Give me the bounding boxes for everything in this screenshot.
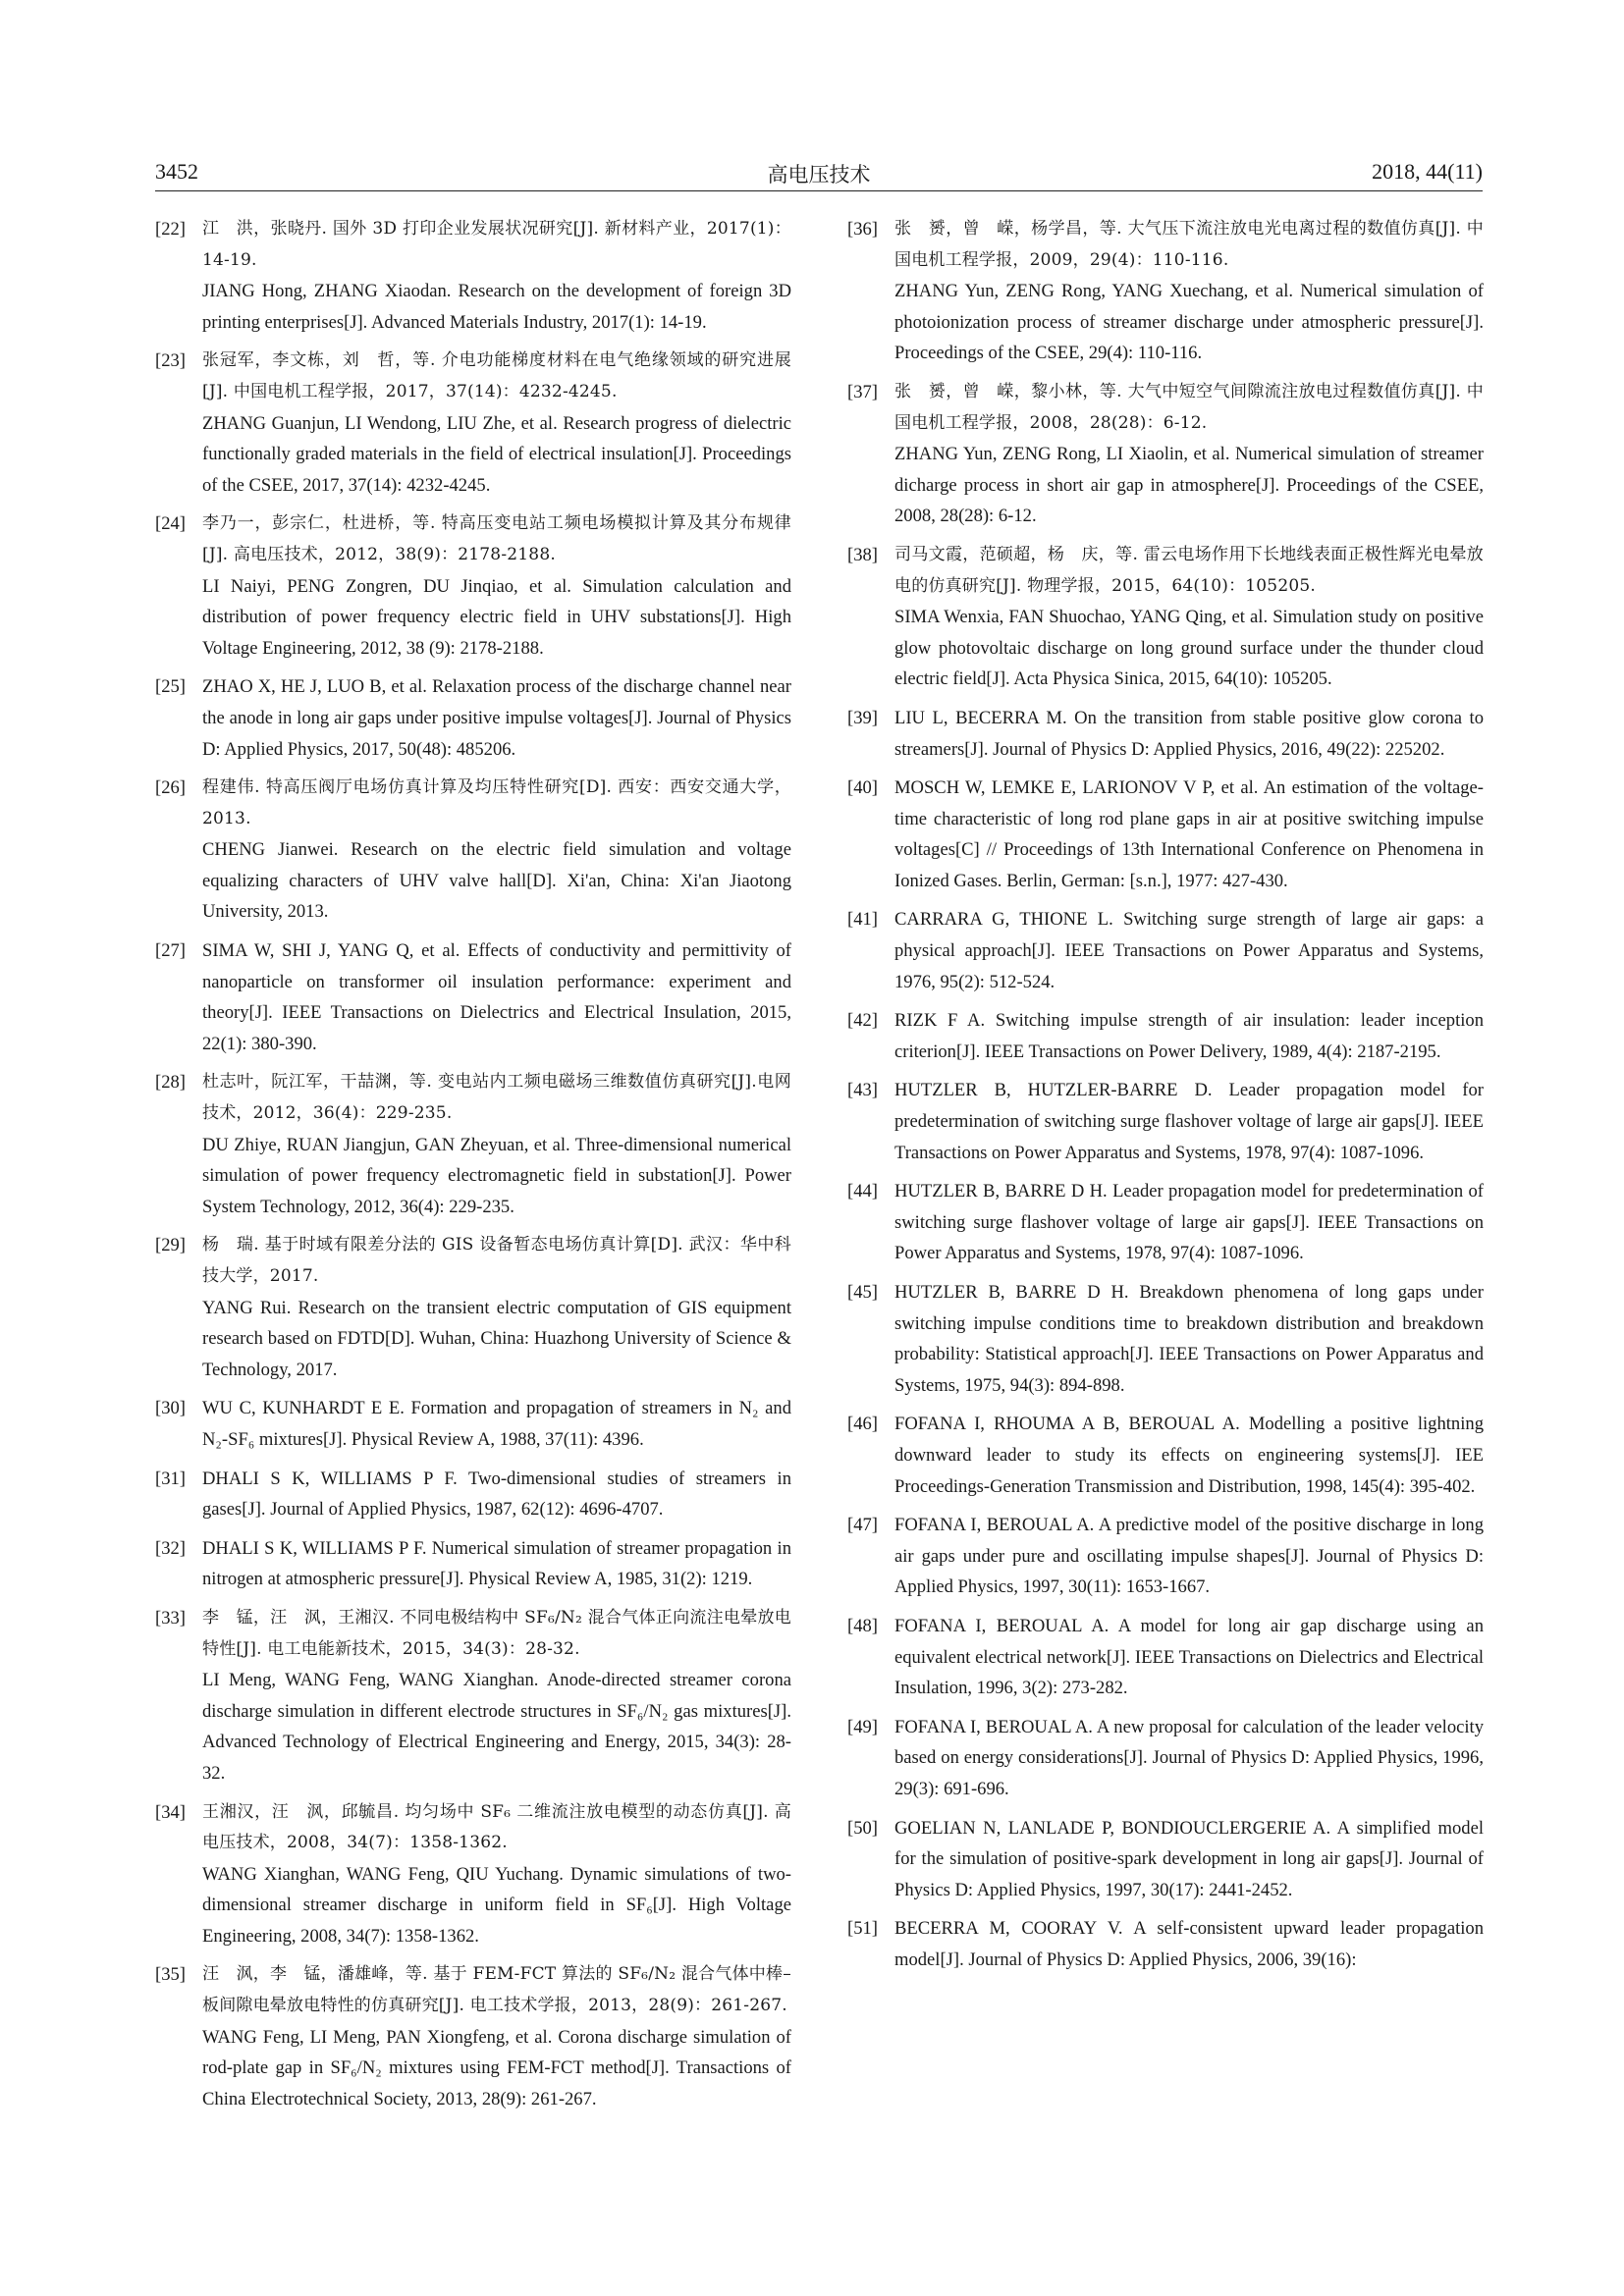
reference-entry <box>155 1533 791 1595</box>
reference-text-chinese: 司马文霞，范硕超，杨 庆，等. 雷云电场作用下长地线表面正极性辉光电晕放电的仿真研究[J]. 物理学报，2015，64(10)：105205. <box>894 544 1484 596</box>
reference-entry <box>155 1393 791 1455</box>
reference-text-english: GOELIAN N, LANLADE P, BONDIOUCLERGERIE A. A simplified model for the simulation of positive-spark development in long air gaps[J]. Journal of Physics D: Applied Physics, 1997, 30(17): 2441-2452. <box>894 1817 1484 1900</box>
reference-text-chinese: 江 洪，张晓丹. 国外 3D 打印企业发展状况研究[J]. 新材料产业，2017(1)：14-19. <box>202 219 791 270</box>
reference-number: [30] <box>155 1398 186 1419</box>
reference-number: [42] <box>847 1010 878 1032</box>
reference-number: [25] <box>155 676 186 698</box>
reference-number: [34] <box>155 1801 186 1823</box>
reference-entry <box>847 904 1484 997</box>
reference-text-english: SIMA Wenxia, FAN Shuochao, YANG Qing, et al. Simulation study on positive glow photovoltaic discharge on long ground surface under the thunder cloud electric field[J]. Acta Physica Sinica, 2015, 64(10): 105205. <box>894 607 1484 690</box>
reference-text-english: FOFANA I, RHOUMA A B, BEROUAL A. Modelling a positive lightning downward leader to study its effects on engineering systems[J]. IEE Proceedings-Generation Transmission and Distribution, 1998, 145(4): 395-402. <box>894 1414 1484 1497</box>
reference-entry <box>847 1409 1484 1502</box>
reference-entry <box>847 1611 1484 1704</box>
references-left-column <box>155 214 791 2122</box>
reference-number: [36] <box>847 219 878 240</box>
reference-number: [27] <box>155 940 186 962</box>
references-right-column <box>847 214 1484 1983</box>
reference-text-chinese: 李 锰，汪 沨，王湘汉. 不同电极结构中 SF₆/N₂ 混合气体正向流注电晕放电特性[J]. 电工电能新技术，2015，34(3)：28-32. <box>202 1607 791 1659</box>
reference-entry <box>847 1813 1484 1906</box>
issue-info: 2018, 44(11) <box>1372 159 1483 184</box>
reference-text-chinese: 杨 瑞. 基于时域有限差分法的 GIS 设备暂态电场仿真计算[D]. 武汉：华中科技大学，2017. <box>202 1235 791 1286</box>
reference-text-english: FOFANA I, BEROUAL A. A model for long air gap discharge using an equivalent electrical network[J]. IEEE Transactions on Dielectrics and Electrical Insulation, 1996, 3(2): 273-282. <box>894 1615 1484 1699</box>
journal-title: 高电压技术 <box>767 163 871 187</box>
reference-text-english: LI Naiyi, PENG Zongren, DU Jinqiao, et al. Simulation calculation and distribution of power frequency electric field in UHV substations[J]. High Voltage Engineering, 2012, 38 (9): 2178-2188. <box>202 575 791 659</box>
reference-text-chinese: 杜志叶，阮江军，干喆渊，等. 变电站内工频电磁场三维数值仿真研究[J].电网技术，2012，36(4)：229-235. <box>202 1072 791 1124</box>
reference-entry <box>155 346 791 501</box>
reference-text-english: DHALI S K, WILLIAMS P F. Two-dimensional studies of streamers in gases[J]. Journal of Applied Physics, 1987, 62(12): 4696-4707. <box>202 1468 791 1521</box>
reference-text-english: BECERRA M, COORAY V. A self-consistent upward leader propagation model[J]. Journal of Physics D: Applied Physics, 2006, 39(16): <box>894 1918 1484 1970</box>
reference-entry <box>155 1464 791 1525</box>
reference-entry <box>847 1510 1484 1603</box>
reference-number: [29] <box>155 1235 186 1256</box>
reference-text-english: SIMA W, SHI J, YANG Q, et al. Effects of conductivity and permittivity of nanoparticle on transformer oil insulation performance: experiment and theory[J]. IEEE Transactions on Dielectrics and Electrical Insulation, 2015, 22(1): 380-390. <box>202 940 791 1054</box>
reference-text-english: WANG Xianghan, WANG Feng, QIU Yuchang. Dynamic simulations of two-dimensional streamer discharge in uniform field in SF₆[J]. High Voltage Engineering, 2008, 34(7): 1358-1362. <box>202 1863 791 1947</box>
reference-text-english: LI Meng, WANG Feng, WANG Xianghan. Anode-directed streamer corona discharge simulation in different electrode structures in SF₆/N₂ gas mixtures[J]. Advanced Technology of Electrical Engineering and Energy, 2015, 34(3): 28-32. <box>202 1670 791 1784</box>
reference-text-english: MOSCH W, LEMKE E, LARIONOV V P, et al. An estimation of the voltage-time characteristic of long rod plane gaps in air at positive switching impulse voltages[C] // Proceedings of 13th International Conference on Phenomena in Ionized Gases. Berlin, German: [s.n.], 1977: 427-430. <box>894 777 1484 891</box>
reference-entry <box>155 214 791 338</box>
reference-text-english: DHALI S K, WILLIAMS P F. Numerical simulation of streamer propagation in nitrogen at atmospheric pressure[J]. Physical Review A, 1985, 31(2): 1219. <box>202 1537 791 1590</box>
reference-entry <box>847 1075 1484 1168</box>
reference-text-chinese: 张 赟，曾 嵘，黎小林，等. 大气中短空气间隙流注放电过程数值仿真[J]. 中国电机工程学报，2008，28(28)：6-12. <box>894 381 1484 433</box>
reference-text-english: FOFANA I, BEROUAL A. A new proposal for calculation of the leader velocity based on energy considerations[J]. Journal of Physics D: Applied Physics, 1996, 29(3): 691-696. <box>894 1716 1484 1799</box>
reference-entry <box>847 1712 1484 1805</box>
reference-entry <box>847 1277 1484 1401</box>
reference-text-english: CARRARA G, THIONE L. Switching surge strength of large air gaps: a physical approach[J]. IEEE Transactions on Power Apparatus and Systems, 1976, 95(2): 512-524. <box>894 909 1484 992</box>
reference-number: [41] <box>847 909 878 931</box>
reference-text-english: ZHANG Yun, ZENG Rong, LI Xiaolin, et al. Numerical simulation of streamer dicharge process in short air gap in atmosphere[J]. Proceedings of the CSEE, 2008, 28(28): 6-12. <box>894 444 1484 527</box>
reference-text-english: HUTZLER B, HUTZLER-BARRE D. Leader propagation model for predetermination of switching surge flashover voltage of large air gaps[J]. IEEE Transactions on Power Apparatus and Systems, 1978, 97(4): 1087-1096. <box>894 1080 1484 1163</box>
reference-number: [32] <box>155 1537 186 1559</box>
reference-number: [51] <box>847 1918 878 1940</box>
reference-number: [39] <box>847 707 878 728</box>
reference-entry <box>155 1067 791 1222</box>
reference-text-english: HUTZLER B, BARRE D H. Leader propagation model for predetermination of switching surge flashover voltage of large air gaps[J]. IEEE Transactions on Power Apparatus and Systems, 1978, 97(4): 1087-1096. <box>894 1181 1484 1264</box>
reference-number: [44] <box>847 1181 878 1202</box>
reference-entry <box>155 1797 791 1952</box>
reference-number: [23] <box>155 350 186 372</box>
reference-entry <box>847 773 1484 896</box>
reference-number: [37] <box>847 381 878 402</box>
reference-text-english: HUTZLER B, BARRE D H. Breakdown phenomena of long gaps under switching impulse conditions time to breakdown distribution and breakdown probability: Statistical approach[J]. IEEE Transactions on Power Apparatus and Systems, 1975, 94(3): 894-898. <box>894 1282 1484 1396</box>
reference-text-english: ZHAO X, HE J, LUO B, et al. Relaxation process of the discharge channel near the anode in long air gaps under positive impulse voltages[J]. Journal of Physics D: Applied Physics, 2017, 50(48): 485206. <box>202 676 791 760</box>
reference-text-chinese: 王湘汉，汪 沨，邱毓昌. 均匀场中 SF₆ 二维流注放电模型的动态仿真[J]. 高电压技术，2008，34(7)：1358-1362. <box>202 1801 791 1853</box>
reference-number: [26] <box>155 777 186 799</box>
reference-number: [24] <box>155 513 186 535</box>
reference-number: [28] <box>155 1072 186 1094</box>
running-header <box>155 155 1483 191</box>
reference-entry <box>847 1005 1484 1067</box>
reference-entry <box>847 540 1484 695</box>
reference-entry <box>155 1959 791 2114</box>
reference-text-chinese: 张冠军，李文栋，刘 哲，等. 介电功能梯度材料在电气绝缘领域的研究进展[J]. 中国电机工程学报，2017，37(14)：4232-4245. <box>202 350 791 401</box>
reference-entry <box>155 1230 791 1385</box>
reference-number: [48] <box>847 1615 878 1636</box>
reference-entry <box>847 214 1484 369</box>
reference-text-chinese: 李乃一，彭宗仁，杜进桥，等. 特高压变电站工频电场模拟计算及其分布规律[J]. 高电压技术，2012，38(9)：2178-2188. <box>202 513 791 564</box>
reference-entry <box>155 935 791 1059</box>
reference-entry <box>847 1913 1484 1975</box>
reference-entry <box>847 377 1484 532</box>
reference-number: [43] <box>847 1080 878 1101</box>
reference-text-english: JIANG Hong, ZHANG Xiaodan. Research on the development of foreign 3D printing enterprises[J]. Advanced Materials Industry, 2017(1): 14-19. <box>202 281 791 333</box>
reference-text-chinese: 程建伟. 特高压阀厅电场仿真计算及均压特性研究[D]. 西安：西安交通大学，2013. <box>202 777 791 828</box>
page-number: 3452 <box>155 159 198 184</box>
reference-number: [49] <box>847 1716 878 1737</box>
reference-text-english: YANG Rui. Research on the transient electric computation of GIS equipment research based on FDTD[D]. Wuhan, China: Huazhong University of Science & Technology, 2017. <box>202 1297 791 1380</box>
reference-entry <box>155 508 791 664</box>
reference-number: [40] <box>847 777 878 799</box>
reference-number: [45] <box>847 1282 878 1303</box>
reference-text-english: WANG Feng, LI Meng, PAN Xiongfeng, et al. Corona discharge simulation of rod-plate gap in SF₆/N₂ mixtures using FEM-FCT method[J]. Transactions of China Electrotechnical Society, 2013, 28(9): 261-267. <box>202 2026 791 2109</box>
reference-text-english: CHENG Jianwei. Research on the electric field simulation and voltage equalizing characters of UHV valve hall[D]. Xi'an, China: Xi'an Jiaotong University, 2013. <box>202 839 791 923</box>
reference-number: [22] <box>155 219 186 240</box>
reference-text-english: ZHANG Guanjun, LI Wendong, LIU Zhe, et al. Research progress of dielectric functionally graded materials in the field of electrical insulation[J]. Proceedings of the CSEE, 2017, 37(14): 4232-4245. <box>202 412 791 496</box>
reference-text-english: ZHANG Yun, ZENG Rong, YANG Xuechang, et al. Numerical simulation of photoionization process of streamer discharge under atmospheric pressure[J]. Proceedings of the CSEE, 29(4): 110-116. <box>894 281 1484 364</box>
reference-entry <box>847 703 1484 765</box>
reference-entry <box>155 671 791 765</box>
reference-text-english: LIU L, BECERRA M. On the transition from stable positive glow corona to streamers[J]. Journal of Physics D: Applied Physics, 2016, 49(22): 225202. <box>894 707 1484 760</box>
reference-number: [35] <box>155 1964 186 1986</box>
reference-number: [50] <box>847 1817 878 1839</box>
reference-text-english: DU Zhiye, RUAN Jiangjun, GAN Zheyuan, et al. Three-dimensional numerical simulation of power frequency electromagnetic field in substation[J]. Power System Technology, 2012, 36(4): 229-235. <box>202 1134 791 1217</box>
reference-number: [47] <box>847 1515 878 1536</box>
reference-number: [46] <box>847 1414 878 1435</box>
reference-entry <box>155 773 791 928</box>
reference-text-english: RIZK F A. Switching impulse strength of air insulation: leader inception criterion[J]. IEEE Transactions on Power Delivery, 1989, 4(4): 2187-2195. <box>894 1010 1484 1062</box>
reference-text-chinese: 张 赟，曾 嵘，杨学昌，等. 大气压下流注放电光电离过程的数值仿真[J]. 中国电机工程学报，2009，29(4)：110-116. <box>894 219 1484 270</box>
reference-number: [38] <box>847 544 878 565</box>
reference-number: [33] <box>155 1607 186 1629</box>
reference-entry <box>155 1603 791 1789</box>
reference-entry <box>847 1176 1484 1269</box>
reference-text-english: WU C, KUNHARDT E E. Formation and propagation of streamers in N₂ and N₂-SF₆ mixtures[J]. Physical Review A, 1988, 37(11): 4396. <box>202 1398 791 1450</box>
reference-text-english: FOFANA I, BEROUAL A. A predictive model of the positive discharge in long air gaps under pure and oscillating impulse shapes[J]. Journal of Physics D: Applied Physics, 1997, 30(11): 1653-1667. <box>894 1515 1484 1598</box>
reference-text-chinese: 汪 沨，李 锰，潘雄峰，等. 基于 FEM-FCT 算法的 SF₆/N₂ 混合气体中棒–板间隙电晕放电特性的仿真研究[J]. 电工技术学报，2013，28(9)：261-267. <box>202 1964 791 2016</box>
reference-number: [31] <box>155 1468 186 1489</box>
